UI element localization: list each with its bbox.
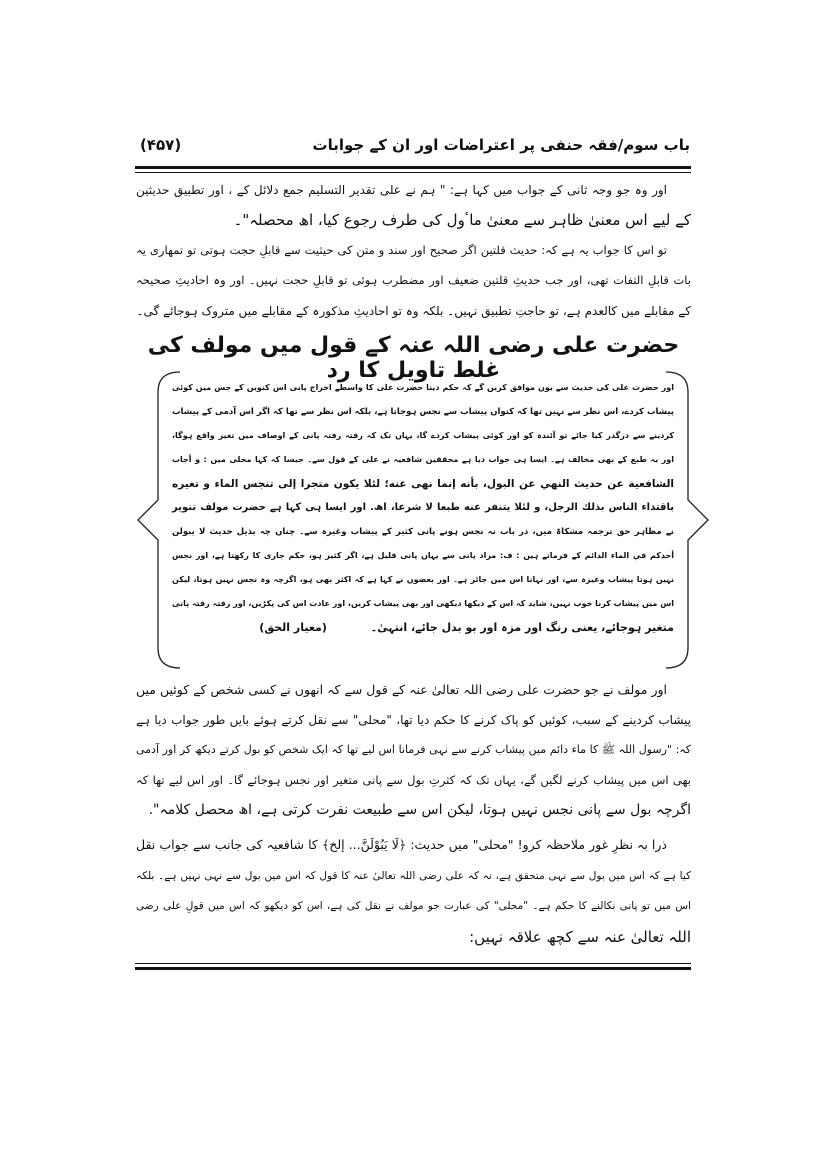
quote-line: متغیر ہوجائے، یعنی رنگ اور مزہ اور بو بدل جائے، انتہیٰ۔ [370,621,674,634]
chapter-title: باب سوم/فقہ حنفی پر اعتراضات اور ان کے جوابات [312,136,690,154]
quote-line: أحدكم في الماء الدائم کے فرماتے ہیں : ف: مراد پانی سے یہاں پانی قلیل ہے، اگر کثیر ہو، حکم جاری کا رکھتا ہے، اور نجس [172,551,674,560]
quote-line: اور حضرت علی کی حدیث سے یوں موافق کریں گے کہ حکم دینا حضرت علی کا واسطے اخراج پانی اس کنویں کے جس میں کوئی [172,383,674,392]
text-line: بات قابلِ التفات تھی، اور جب حدیثِ قلتین ضعیف اور مضطرب ہوئی تو قابلِ حجت نہیں۔ اور وہ احادیثِ صحیحہ [136,273,691,287]
quote-line: اور یہ طبع کے بھی مخالف ہے۔ ایسا ہی جواب دیا ہے محققین شافعیہ نے علی کے قول سے۔ جیسا کہ کہا محلی میں : و أجاب [172,455,674,464]
text-line: کیا ہے کہ اس میں بول سے نہی متحقق ہے، نہ کہ علی رضی اللہ تعالیٰ عنہ کا قول کہ اس میں بول سے نہی نہیں ہے۔ بلکہ [136,870,691,882]
quote-line: نہیں ہوتا پیشاب وغیرہ سے، اور نہانا اس میں جائز ہے۔ اور بعضوں نے کہا ہے کہ اکثر بھی ہو، اگرچہ وہ نجس نہیں ہوتا، لیکن [172,575,674,584]
page-number: (۴۵۷) [140,136,182,154]
text-line: تو اس کا جواب یہ ہے کہ: حدیث قلتین اگر صحیح اور سند و متن کی حیثیت سے قابلِ حجت ہوتی تو تمھاری یہ [136,243,667,257]
quote-line: نے مظاہر حق ترجمہ مشکاۃ میں، در باب نہ نجس ہونے پانی کثیر کے پیشاب وغیرہ سے۔ چناں چہ بذیل حدیث لا یبولن [172,527,674,537]
text-line: اس میں تو پانی نکالنے کا حکم ہے۔ "محلی" کی عبارت جو مولف نے نقل کی ہے، اس کو دیکھو کہ اس میں قولِ علی رضی [136,900,691,912]
text-line: پیشاب کردینے کے سبب، کوئیں کو پاک کرنے کا حکم دیا تھا، "محلی" سے نقل کرتے ہوئے بایں طور جواب دیا ہے [136,713,691,727]
text-line: اور مولف نے جو حضرت علی رضی اللہ تعالیٰ عنہ کے قول سے کہ انھوں نے کسی شخص کے کوئیں میں [136,682,667,697]
quote-line: اس میں پیشاب کرنا خوب نہیں، شاید کہ اس کے دیکھا دیکھی اور بھی پیشاب کریں، اور عادت اس کی پکڑیں، اور رفتہ رفتہ پانی [172,599,674,608]
quote-source: (معیار الحق) [259,621,327,634]
text-line: اگرچہ بول سے پانی نجس نہیں ہوتا، لیکن اس سے طبیعت نفرت کرتی ہے، اھ محصل کلامہ". [148,802,691,818]
section-heading: حضرت علی رضی اللہ عنہ کے قول میں مولف کی غلط تاویل کا رد [147,333,680,383]
text-line: کے لیے اس معنیٰ ظاہر سے معنیٰ ماٴول کی طرف رجوع کیا، اھ محصلہ"۔ [233,211,691,229]
text-line: کہ: "رسول اللہ ﷺ کا ماء دائم میں پیشاب کرنے سے نہی فرمانا اس لیے تھا کہ ایک شخص کو بول کرتے دیکھ کر اور آدمی [136,743,691,756]
quote-line: پیشاب کردے، اس نظر سے نہیں تھا کہ کنواں پیشاب سے نجس ہوجاتا ہے، بلکہ اس نظر سے تھا کہ اگر اس آدمی کے پیشاب [172,407,674,417]
text-line: ذرا بہ نظرِ غور ملاحظہ کرو! "محلی" میں حدیث: ﴿لَا يَبُوْلَنَّ... إلخ﴾ کا شافعیہ کی جانب سے جواب نقل [136,837,667,852]
footer-rule [135,967,691,970]
footer-rule-thin [135,963,691,964]
text-line: اور وہ جو وجہ ثانی کے جواب میں کہا ہے: " ہم نے علی تقدیر التسلیم جمع دلائل کے ، اور تطبیق حدیثین [136,183,667,197]
quote-line: باقتداء الناس بذلك الرجل، و لئلا يتنفر عنه طبعا لا شرعا، اھ. اور ایسا ہی کہا ہے حضرت مولف تنویر [172,502,674,513]
quote-line: کردینے سے درگذر کیا جائے تو آئندہ کو اور کوئی پیشاب کردے گا، یہاں تک کہ رفتہ رفتہ پانی کے اوصاف میں تغیر واقع ہوگا، [172,431,674,440]
text-line: اللہ تعالیٰ عنہ سے کچھ علاقہ نہیں: [469,928,691,946]
quote-line: الشافعية عن حديث النهي عن البول، بأنه إنما نهى عنه؛ لئلا يكون متجرا إلى تنجس الماء و تغيره [172,478,674,490]
quote-last-line [172,618,674,638]
text-line: کے مقابلے میں کالعدم ہے، تو حاجتِ تطبیق نہیں۔ بلکہ وہ تو احادیثِ مذکورہ کے مقابلے میں متروک ہوجائے گی۔ [136,304,691,318]
text-line: بھی اس میں پیشاب کرنے لگیں گے، یہاں تک کہ کثرتِ بول سے پانی متغیر اور نجس ہوجائے گا۔ اور اس لیے تھا کہ [136,773,691,787]
